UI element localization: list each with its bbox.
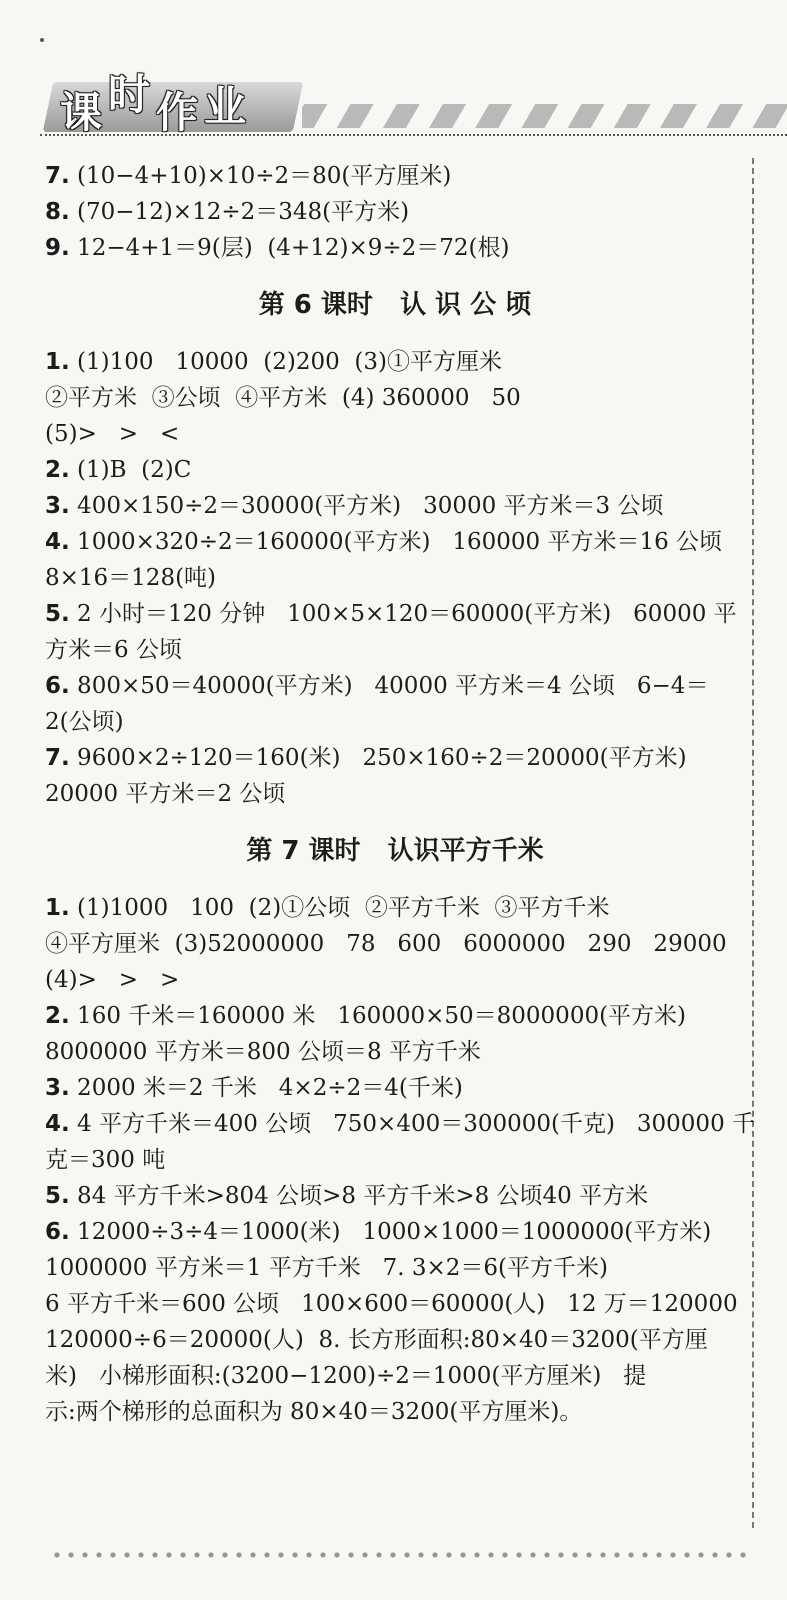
answer-text: ④平方厘米 (3)52000000 78 600 6000000 290 29000 [45, 931, 727, 957]
answer-line [45, 776, 745, 812]
answer-text: 2(公顷) [45, 709, 124, 735]
answer-line [45, 1034, 745, 1070]
header-stripes [302, 104, 787, 128]
answer-content [45, 158, 756, 1430]
question-number: 5. [45, 1183, 70, 1209]
answer-line [45, 998, 745, 1034]
answer-text: 米) 小梯形面积:(3200−1200)÷2＝1000(平方厘米) 提 [45, 1363, 647, 1389]
answer-line [45, 740, 745, 776]
answer-line [45, 416, 745, 452]
answer-line [45, 230, 745, 266]
answer-text: 160 千米＝160000 米 160000×50＝8000000(平方米) [69, 1003, 687, 1029]
answer-line [45, 1106, 756, 1142]
answer-line [45, 1286, 745, 1322]
answer-text: 8×16＝128(吨) [45, 565, 217, 591]
answer-text: 12−4+1＝9(层) (4+12)×9÷2＝72(根) [69, 235, 510, 261]
answer-line [45, 632, 745, 668]
answer-text: 1000000 平方米＝1 平方千米 7. 3×2＝6(平方千米) [45, 1255, 608, 1281]
answer-text: 克＝300 吨 [45, 1147, 166, 1173]
question-number: 9. [45, 235, 70, 261]
answer-text: 12000÷3÷4＝1000(米) 1000×1000＝1000000(平方米) [69, 1219, 712, 1245]
question-number: 6. [45, 1219, 70, 1245]
answer-line [45, 926, 745, 962]
answer-line [45, 1142, 745, 1178]
question-number: 3. [45, 1075, 70, 1101]
top-answers [45, 158, 745, 266]
answer-text: (4)> > > [45, 967, 180, 993]
answer-text: 6 平方千米＝600 公顷 100×600＝60000(人) 12 万＝120000 [45, 1291, 738, 1317]
answer-text: (70−12)×12÷2＝348(平方米) [69, 199, 410, 225]
header-divider [40, 134, 787, 136]
section-6-title: 第 6 课时 认 识 公 顷 [258, 290, 532, 320]
page-speck [40, 38, 44, 42]
question-number: 7. [45, 745, 70, 771]
answer-line [45, 668, 745, 704]
section-6-answers [45, 344, 745, 812]
question-number: 4. [45, 1111, 70, 1137]
section-7-answers [45, 890, 756, 1430]
answer-text: 800×50＝40000(平方米) 40000 平方米＝4 公顷 6−4＝ [69, 673, 709, 699]
answer-line [45, 560, 745, 596]
answer-text: 400×150÷2＝30000(平方米) 30000 平方米＝3 公顷 [69, 493, 664, 519]
question-number: 3. [45, 493, 70, 519]
answer-line [45, 344, 745, 380]
right-margin-rule [752, 158, 754, 1528]
answer-line [45, 596, 745, 632]
answer-line [45, 962, 745, 998]
answer-text: 20000 平方米＝2 公顷 [45, 781, 286, 807]
answer-line [45, 488, 745, 524]
answer-line [45, 452, 745, 488]
answer-text: (1)B (2)C [69, 457, 192, 483]
answer-text: 9600×2÷120＝160(米) 250×160÷2＝20000(平方米) [69, 745, 687, 771]
answer-line [45, 1358, 745, 1394]
answer-text: 120000÷6＝20000(人) 8. 长方形面积:80×40＝3200(平方厘 [45, 1327, 708, 1353]
answer-line [45, 1214, 745, 1250]
answer-text: 4 平方千米＝400 公顷 750×400＝300000(千克) 300000 千 [69, 1111, 756, 1137]
answer-text: (10−4+10)×10÷2＝80(平方厘米) [69, 163, 452, 189]
answer-line [45, 194, 745, 230]
answer-text: (1)1000 100 (2)①公顷 ②平方千米 ③平方千米 [69, 895, 610, 921]
answer-line [45, 1070, 745, 1106]
question-number: 1. [45, 895, 70, 921]
answer-text: 84 平方千米>804 公顷>8 平方千米>8 公顷40 平方米 [69, 1183, 649, 1209]
question-number: 2. [45, 457, 70, 483]
answer-line [45, 524, 745, 560]
header-title: 课 时 作 业 [60, 70, 253, 137]
question-number: 7. [45, 163, 70, 189]
answer-line [45, 890, 745, 926]
answer-line [45, 1178, 745, 1214]
answer-text: ②平方米 ③公顷 ④平方米 (4) 360000 50 [45, 385, 521, 411]
answer-line [45, 1322, 745, 1358]
answer-text: (1)100 10000 (2)200 (3)①平方厘米 [69, 349, 502, 375]
answer-text: 8000000 平方米＝800 公顷＝8 平方千米 [45, 1039, 481, 1065]
footer-ornament [50, 1545, 750, 1565]
question-number: 5. [45, 601, 70, 627]
answer-text: 2000 米＝2 千米 4×2÷2＝4(千米) [69, 1075, 463, 1101]
answer-text: (5)> > < [45, 421, 180, 447]
section-7-title: 第 7 课时 认识平方千米 [246, 836, 544, 866]
question-number: 2. [45, 1003, 70, 1029]
answer-text: 示:两个梯形的总面积为 80×40＝3200(平方厘米)。 [45, 1399, 583, 1425]
question-number: 4. [45, 529, 70, 555]
answer-line [45, 1394, 745, 1430]
answer-text: 2 小时＝120 分钟 100×5×120＝60000(平方米) 60000 平 [69, 601, 737, 627]
answer-line [45, 158, 745, 194]
answer-line [45, 704, 745, 740]
page-header [40, 70, 787, 140]
answer-text: 方米＝6 公顷 [45, 637, 182, 663]
question-number: 6. [45, 673, 70, 699]
answer-line [45, 380, 745, 416]
answer-line [45, 1250, 745, 1286]
question-number: 1. [45, 349, 70, 375]
answer-text: 1000×320÷2＝160000(平方米) 160000 平方米＝16 公顷 [69, 529, 723, 555]
question-number: 8. [45, 199, 70, 225]
